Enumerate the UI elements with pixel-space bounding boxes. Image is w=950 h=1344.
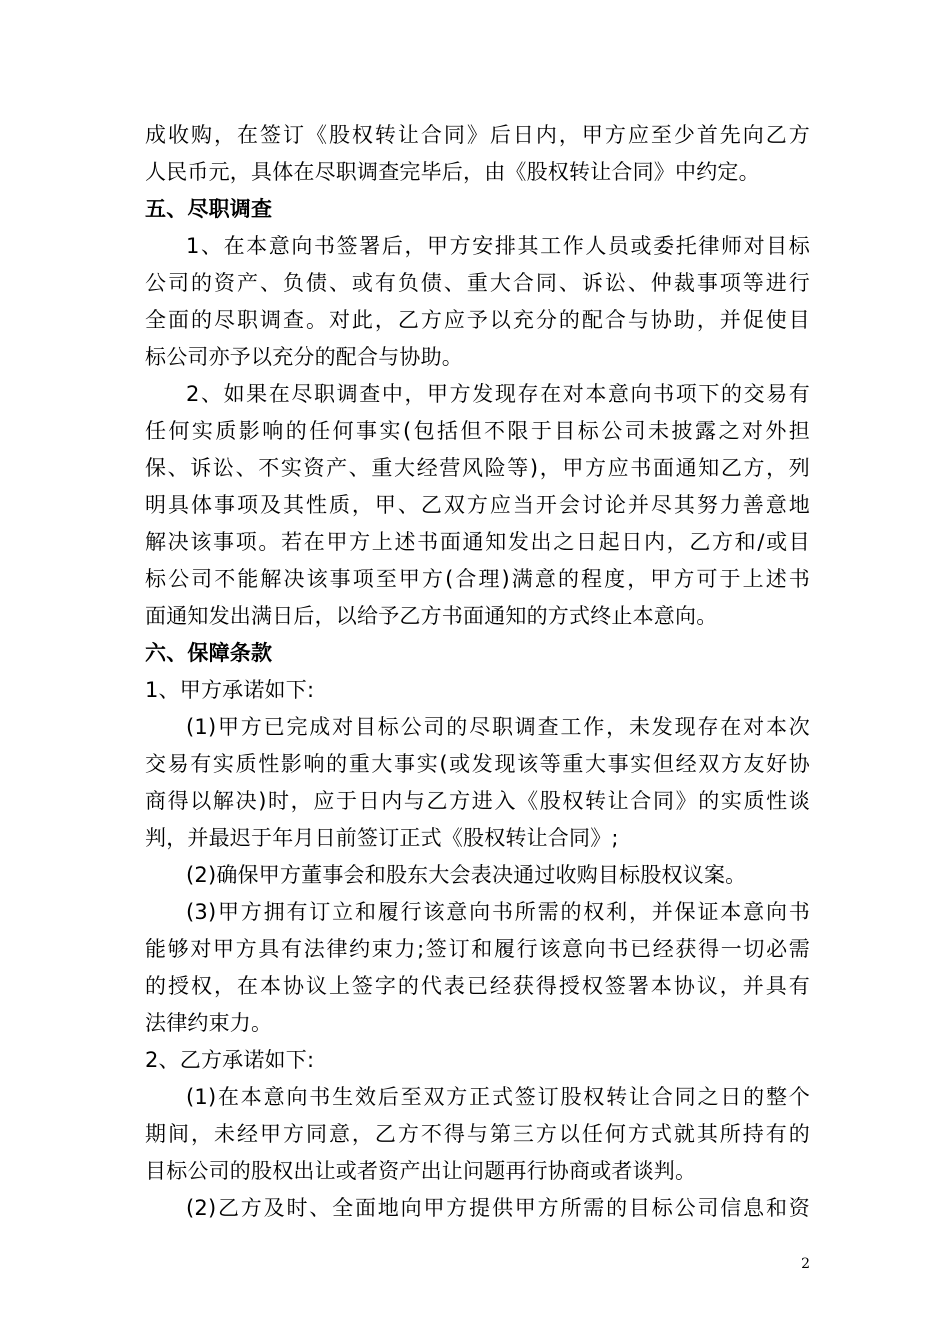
paragraph-line: 法律约束力。 (145, 1011, 273, 1035)
paragraph-line: 判，并最迟于年月日前签订正式《股权转让合同》; (145, 826, 619, 850)
page-number: 2 (801, 1256, 810, 1272)
paragraph-line: 目标公司的股权出让或者资产出让问题再行协商或者谈判。 (145, 1159, 697, 1183)
paragraph-line: 公司的资产、负债、或有负债、重大合同、诉讼、仲裁事项等进行 (145, 271, 810, 295)
paragraph-line: 1、甲方承诺如下: (145, 678, 315, 702)
paragraph-line: 标公司不能解决该事项至甲方(合理)满意的程度，甲方可于上述书 (145, 567, 810, 591)
paragraph-line: (2)确保甲方董事会和股东大会表决通过收购目标股权议案。 (186, 863, 747, 887)
section-heading: 六、保障条款 (145, 641, 273, 665)
paragraph-line: 的授权，在本协议上签字的代表已经获得授权签署本协议，并具有 (145, 974, 810, 998)
paragraph-line: (3)甲方拥有订立和履行该意向书所需的权利，并保证本意向书 (186, 900, 810, 924)
paragraph-line: 能够对甲方具有法律约束力;签订和履行该意向书已经获得一切必需 (145, 937, 810, 961)
paragraph-line: 期间，未经甲方同意，乙方不得与第三方以任何方式就其所持有的 (145, 1122, 810, 1146)
paragraph-line: 全面的尽职调查。对此，乙方应予以充分的配合与协助，并促使目 (145, 308, 810, 332)
paragraph-line: (2)乙方及时、全面地向甲方提供甲方所需的目标公司信息和资 (186, 1196, 810, 1220)
paragraph-line: 成收购，在签订《股权转让合同》后日内，甲方应至少首先向乙方 (145, 123, 810, 147)
paragraph-line: 明具体事项及其性质，甲、乙双方应当开会讨论并尽其努力善意地 (145, 493, 810, 517)
paragraph-line: 商得以解决)时，应于日内与乙方进入《股权转让合同》的实质性谈 (145, 789, 810, 813)
paragraph-line: 人民币元，具体在尽职调查完毕后，由《股权转让合同》中约定。 (145, 160, 760, 184)
paragraph-line: 面通知发出满日后，以给予乙方书面通知的方式终止本意向。 (145, 604, 718, 628)
paragraph-line: 保、诉讼、不实资产、重大经营风险等)，甲方应书面通知乙方，列 (145, 456, 810, 480)
paragraph-line: 任何实质影响的任何事实(包括但不限于目标公司未披露之对外担 (145, 419, 810, 443)
paragraph-line: 2、乙方承诺如下: (145, 1048, 315, 1072)
paragraph-line: 2、如果在尽职调查中，甲方发现存在对本意向书项下的交易有 (186, 382, 810, 406)
paragraph-line: (1)在本意向书生效后至双方正式签订股权转让合同之日的整个 (186, 1085, 810, 1109)
paragraph-line: 标公司亦予以充分的配合与协助。 (145, 345, 463, 369)
paragraph-line: 交易有实质性影响的重大事实(或发现该等重大事实但经双方友好协 (145, 752, 810, 776)
section-heading: 五、尽职调查 (145, 197, 273, 221)
paragraph-line: (1)甲方已完成对目标公司的尽职调查工作，未发现存在对本次 (186, 715, 810, 739)
paragraph-line: 1、在本意向书签署后，甲方安排其工作人员或委托律师对目标 (186, 234, 810, 258)
paragraph-line: 解决该事项。若在甲方上述书面通知发出之日起日内，乙方和/或目 (145, 530, 810, 554)
